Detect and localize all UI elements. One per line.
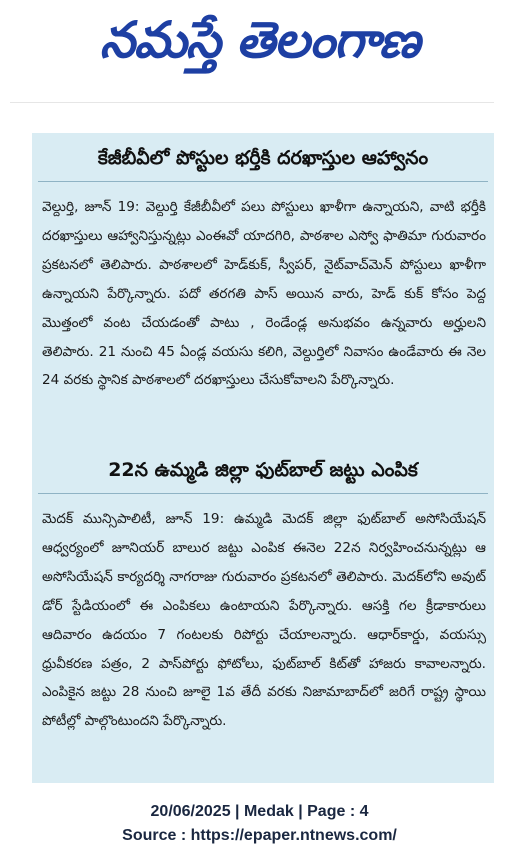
article-2-divider — [38, 493, 488, 494]
article-2-body: మెదక్ మున్సిపాలిటీ, జూన్ 19: ఉమ్మడి మెదక్ జిల్లా ఫుట్‌బాల్ అసోసియేషన్ ఆధ్వర్యంలో జూనియర్ బాలుర జట్టు ఎంపిక ఈనెల 22న నిర్వహించనున్నట్లు ఆ అసోసియేషన్ కార్యదర్శి నాగరాజు గురువారం ప్రకటనలో తెలిపారు. మెదక్‌లోని అవుట్ డోర్ స్టేడియంలో ఈ ఎంపికలు ఉంటాయని పేర్కొన్నారు. ఆసక్తి గల క్రీడాకారులు ఆదివారం ఉదయం 7 గంటలకు రిపోర్టు చేయాలన్నారు. ఆధార్‌కార్డు, వయస్సు ధ్రువీకరణ పత్రం, 2 పాస్‌పోర్టు ఫోటోలు, ఫుట్‌బాల్ కిట్‌తో హాజరు కావాలన్నారు. ఎంపికైన జట్టు 28 నుంచి జూలై 1వ తేదీ వరకు నిజామాబాద్‌లో జరిగే రాష్ట్ర స్థాయి పోటీల్లో పాల్గొంటుందని పేర్కొన్నారు. — [42, 511, 486, 730]
edition-dateline: 20/06/2025 | Medak | Page : 4 — [150, 803, 369, 820]
article-1-body: వెల్దుర్తి, జూన్ 19: వెల్దుర్తి కేజీబీవీలో పలు పోస్టులు ఖాళీగా ఉన్నాయని, వాటి భర్తీకి దరఖాస్తులు ఆహ్వానిస్తున్నట్లు ఎంఈవో యాదగిరి, పాఠశాల ఎస్వో ఫాతిమా గురువారం ప్రకటనలో తెలిపారు. పాఠశాలలో హెడ్‌కుక్, స్వీపర్, నైట్‌వాచ్‌మెన్ పోస్టులు ఖాళీగా ఉన్నాయని పేర్కొన్నారు. పదో తరగతి పాస్ అయిన వారు, హెడ్ కుక్ కోసం పెద్ద మొత్తంలో వంట చేయడంతో పాటు , రెండేండ్ల అనుభవం ఉన్నవారు అర్హులని తెలిపారు. 21 నుంచి 45 ఏండ్ల వయసు కలిగి, వెల్దుర్తిలో నివాసం ఉండేవారు ఈ నెల 24 వరకు స్థానిక పాఠశాలలో దరఖాస్తులు చేసుకోవాలని పేర్కొన్నారు. — [42, 199, 486, 389]
newspaper-logo: నమస్తే తెలంగాణ — [99, 10, 420, 69]
source-credit: Source : https://epaper.ntnews.com/ — [122, 827, 397, 844]
article-1-divider — [38, 181, 488, 182]
article-2-headline: 22న ఉమ్మడి జిల్లా ఫుట్‌బాల్ జట్టు ఎంపిక — [108, 459, 418, 481]
news-clipping — [32, 133, 494, 783]
masthead — [0, 0, 519, 92]
article-1-headline: కేజీబీవీలో పోస్టుల భర్తీకి దరఖాస్తుల ఆహ్వానం — [97, 147, 429, 169]
masthead-divider — [10, 102, 494, 103]
